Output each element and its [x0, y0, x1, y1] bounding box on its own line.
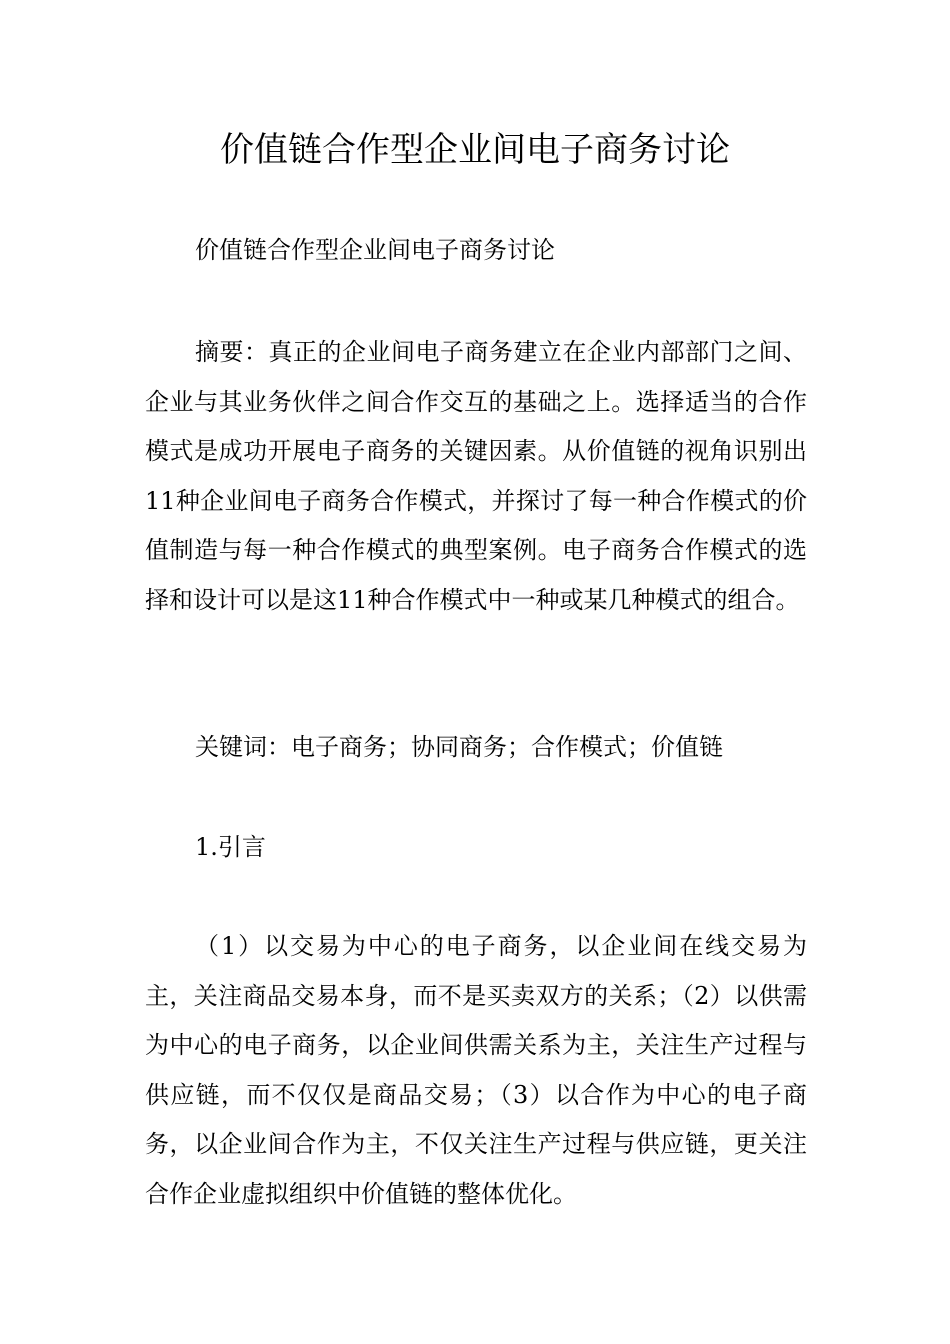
- document-title: 价值链合作型企业间电子商务讨论: [220, 130, 730, 170]
- abstract-paragraph: 摘要：真正的企业间电子商务建立在企业内部部门之间、企业与其业务伙伴之间合作交互的基础之上。选择适当的合作模式是成功开展电子商务的关键因素。从价值链的视角识别出11种企业间电子商务合作模式，并探讨了每一种合作模式的价值制造与每一种合作模式的典型案例。电子商务合作模式的选择和设计可以是这11种合作模式中一种或某几种模式的组合。: [145, 338, 807, 614]
- keywords-paragraph: 关键词：电子商务；协同商务；合作模式；价值链: [195, 733, 723, 761]
- body-paragraph: （1）以交易为中心的电子商务，以企业间在线交易为主，关注商品交易本身，而不是买卖双方的关系；（2）以供需为中心的电子商务，以企业间供需关系为主，关注生产过程与供应链，而不仅仅是商品交易；（3）以合作为中心的电子商务，以企业间合作为主，不仅关注生产过程与供应链，更关注合作企业虚拟组织中价值链的整体优化。: [145, 932, 807, 1208]
- subtitle-paragraph: 价值链合作型企业间电子商务讨论: [195, 236, 555, 264]
- section-heading-introduction: 1.引言: [195, 833, 266, 861]
